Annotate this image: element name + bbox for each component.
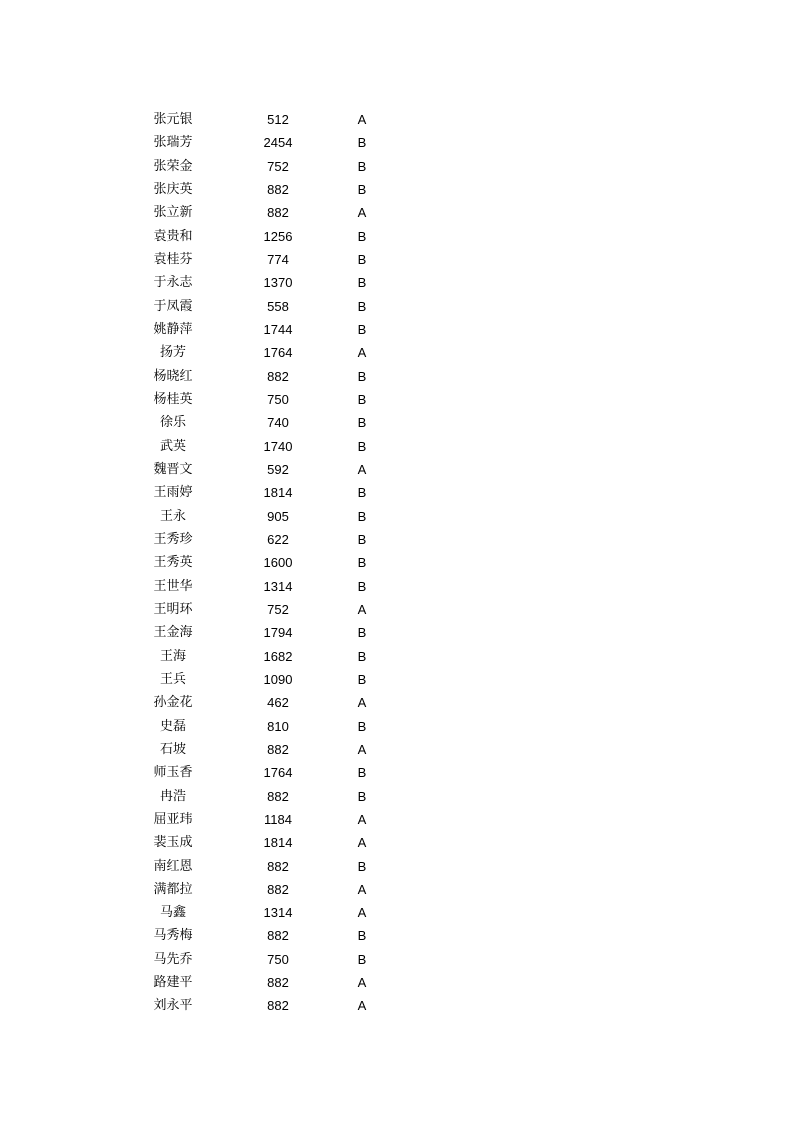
name-cell: 马鑫 (159, 905, 186, 921)
name-cell: 王兵 (159, 671, 186, 687)
grade-cell: B (357, 485, 367, 501)
amount-cell: 1794 (263, 625, 293, 641)
amount-cell: 592 (267, 461, 289, 477)
amount-cell: 750 (267, 391, 289, 407)
grade-cell: B (357, 531, 367, 547)
grade-cell: B (357, 508, 367, 524)
table-row (0, 668, 793, 691)
amount-cell: 882 (267, 788, 289, 804)
table-row (0, 271, 793, 294)
amount-cell: 1090 (263, 671, 293, 687)
name-cell: 杨桂英 (153, 391, 193, 407)
amount-cell: 774 (267, 251, 289, 267)
name-cell: 裴玉成 (153, 835, 193, 851)
grade-cell: B (357, 368, 367, 384)
amount-cell: 1370 (263, 275, 293, 291)
name-cell: 史磊 (159, 718, 186, 734)
table-row (0, 131, 793, 154)
amount-cell: 750 (267, 951, 289, 967)
grade-cell: B (357, 858, 367, 874)
name-cell: 路建平 (153, 975, 193, 991)
amount-cell: 1314 (263, 905, 293, 921)
name-cell: 张庆英 (153, 181, 193, 197)
name-cell: 王秀英 (153, 555, 193, 571)
grade-cell: A (357, 112, 367, 127)
grade-cell: A (357, 601, 367, 617)
table-row (0, 901, 793, 924)
amount-cell: 905 (267, 508, 289, 524)
amount-cell: 1814 (263, 835, 293, 851)
amount-cell: 882 (267, 205, 289, 221)
table-row (0, 481, 793, 504)
amount-cell: 1600 (263, 555, 293, 571)
amount-cell: 882 (267, 368, 289, 384)
name-cell: 姚静萍 (153, 321, 193, 337)
grade-cell: B (357, 135, 367, 151)
name-cell: 杨晓红 (153, 368, 193, 384)
grade-cell: B (357, 228, 367, 244)
amount-cell: 1814 (263, 485, 293, 501)
grade-cell: B (357, 391, 367, 407)
name-cell: 孙金花 (153, 695, 193, 711)
data-table (0, 108, 793, 1018)
name-cell: 张荣金 (153, 158, 193, 174)
grade-cell: A (357, 695, 367, 711)
table-row (0, 411, 793, 434)
grade-cell: B (357, 765, 367, 781)
table-row (0, 318, 793, 341)
table-row (0, 808, 793, 831)
amount-cell: 882 (267, 881, 289, 897)
grade-cell: B (357, 671, 367, 687)
name-cell: 扬芳 (159, 345, 186, 361)
name-cell: 王秀珍 (153, 531, 193, 547)
amount-cell: 1256 (263, 228, 293, 244)
table-row (0, 924, 793, 947)
name-cell: 师玉香 (153, 765, 193, 781)
amount-cell: 882 (267, 181, 289, 197)
name-cell: 满都拉 (153, 881, 193, 897)
grade-cell: B (357, 251, 367, 267)
amount-cell: 882 (267, 928, 289, 944)
grade-cell: B (357, 555, 367, 571)
amount-cell: 1764 (263, 345, 293, 361)
table-row (0, 645, 793, 668)
amount-cell: 882 (267, 998, 289, 1014)
grade-cell: B (357, 951, 367, 967)
grade-cell: B (357, 158, 367, 174)
table-row (0, 201, 793, 224)
grade-cell: A (357, 461, 367, 477)
amount-cell: 1764 (263, 765, 293, 781)
table-row (0, 178, 793, 201)
name-cell: 王海 (159, 648, 186, 664)
name-cell: 石坡 (159, 741, 186, 757)
table-row (0, 948, 793, 971)
amount-cell: 1740 (263, 438, 293, 454)
table-row (0, 435, 793, 458)
name-cell: 王世华 (153, 578, 193, 594)
amount-cell: 752 (267, 601, 289, 617)
table-row (0, 691, 793, 714)
table-row (0, 575, 793, 598)
grade-cell: A (357, 881, 367, 897)
amount-cell: 622 (267, 531, 289, 547)
table-row (0, 388, 793, 411)
grade-cell: B (357, 181, 367, 197)
table-row (0, 855, 793, 878)
name-cell: 魏晋文 (153, 461, 193, 477)
name-cell: 于永志 (153, 275, 193, 291)
table-row (0, 738, 793, 761)
name-cell: 张立新 (153, 205, 193, 221)
amount-cell: 2454 (263, 135, 293, 151)
table-row (0, 878, 793, 901)
table-row (0, 715, 793, 738)
table-row (0, 248, 793, 271)
name-cell: 马先乔 (153, 951, 193, 967)
name-cell: 袁桂芬 (153, 251, 193, 267)
table-row (0, 295, 793, 318)
table-row (0, 598, 793, 621)
table-row (0, 831, 793, 854)
amount-cell: 882 (267, 741, 289, 757)
name-cell: 武英 (159, 438, 186, 454)
grade-cell: B (357, 718, 367, 734)
grade-cell: A (357, 905, 367, 921)
name-cell: 屈亚玮 (153, 811, 193, 827)
amount-cell: 752 (267, 158, 289, 174)
amount-cell: 1314 (263, 578, 293, 594)
name-cell: 刘永平 (153, 998, 193, 1014)
name-cell: 王永 (159, 508, 186, 524)
grade-cell: B (357, 788, 367, 804)
grade-cell: A (357, 205, 367, 221)
amount-cell: 1184 (264, 811, 292, 827)
name-cell: 徐乐 (159, 415, 186, 431)
amount-cell: 810 (267, 718, 289, 734)
table-row (0, 365, 793, 388)
name-cell: 王雨婷 (153, 485, 193, 501)
name-cell: 张瑞芳 (153, 135, 193, 151)
amount-cell: 882 (267, 975, 289, 991)
table-row (0, 341, 793, 364)
amount-cell: 462 (267, 695, 289, 711)
grade-cell: A (357, 811, 367, 827)
grade-cell: A (357, 975, 367, 991)
grade-cell: B (357, 578, 367, 594)
table-row (0, 528, 793, 551)
table-row (0, 971, 793, 994)
amount-cell: 512 (267, 112, 289, 127)
grade-cell: B (357, 625, 367, 641)
grade-cell: B (357, 321, 367, 337)
grade-cell: B (357, 275, 367, 291)
grade-cell: B (357, 928, 367, 944)
name-cell: 马秀梅 (153, 928, 193, 944)
name-cell: 于凤霞 (153, 298, 193, 314)
amount-cell: 558 (267, 298, 289, 314)
table-row (0, 505, 793, 528)
table-row (0, 785, 793, 808)
grade-cell: A (357, 998, 367, 1014)
grade-cell: A (357, 345, 367, 361)
table-row (0, 108, 793, 131)
amount-cell: 882 (267, 858, 289, 874)
name-cell: 张元银 (153, 112, 193, 127)
name-cell: 袁贵和 (153, 228, 193, 244)
table-row (0, 994, 793, 1017)
table-row (0, 621, 793, 644)
amount-cell: 740 (267, 415, 289, 431)
table-row (0, 225, 793, 248)
grade-cell: B (357, 415, 367, 431)
amount-cell: 1744 (263, 321, 293, 337)
table-row (0, 155, 793, 178)
table-row (0, 761, 793, 784)
grade-cell: B (357, 298, 367, 314)
name-cell: 冉浩 (159, 788, 186, 804)
amount-cell: 1682 (263, 648, 293, 664)
grade-cell: B (357, 648, 367, 664)
name-cell: 王金海 (153, 625, 193, 641)
grade-cell: B (357, 438, 367, 454)
table-row (0, 551, 793, 574)
name-cell: 南红恩 (153, 858, 193, 874)
grade-cell: A (357, 741, 367, 757)
name-cell: 王明环 (153, 601, 193, 617)
table-row (0, 458, 793, 481)
grade-cell: A (357, 835, 367, 851)
